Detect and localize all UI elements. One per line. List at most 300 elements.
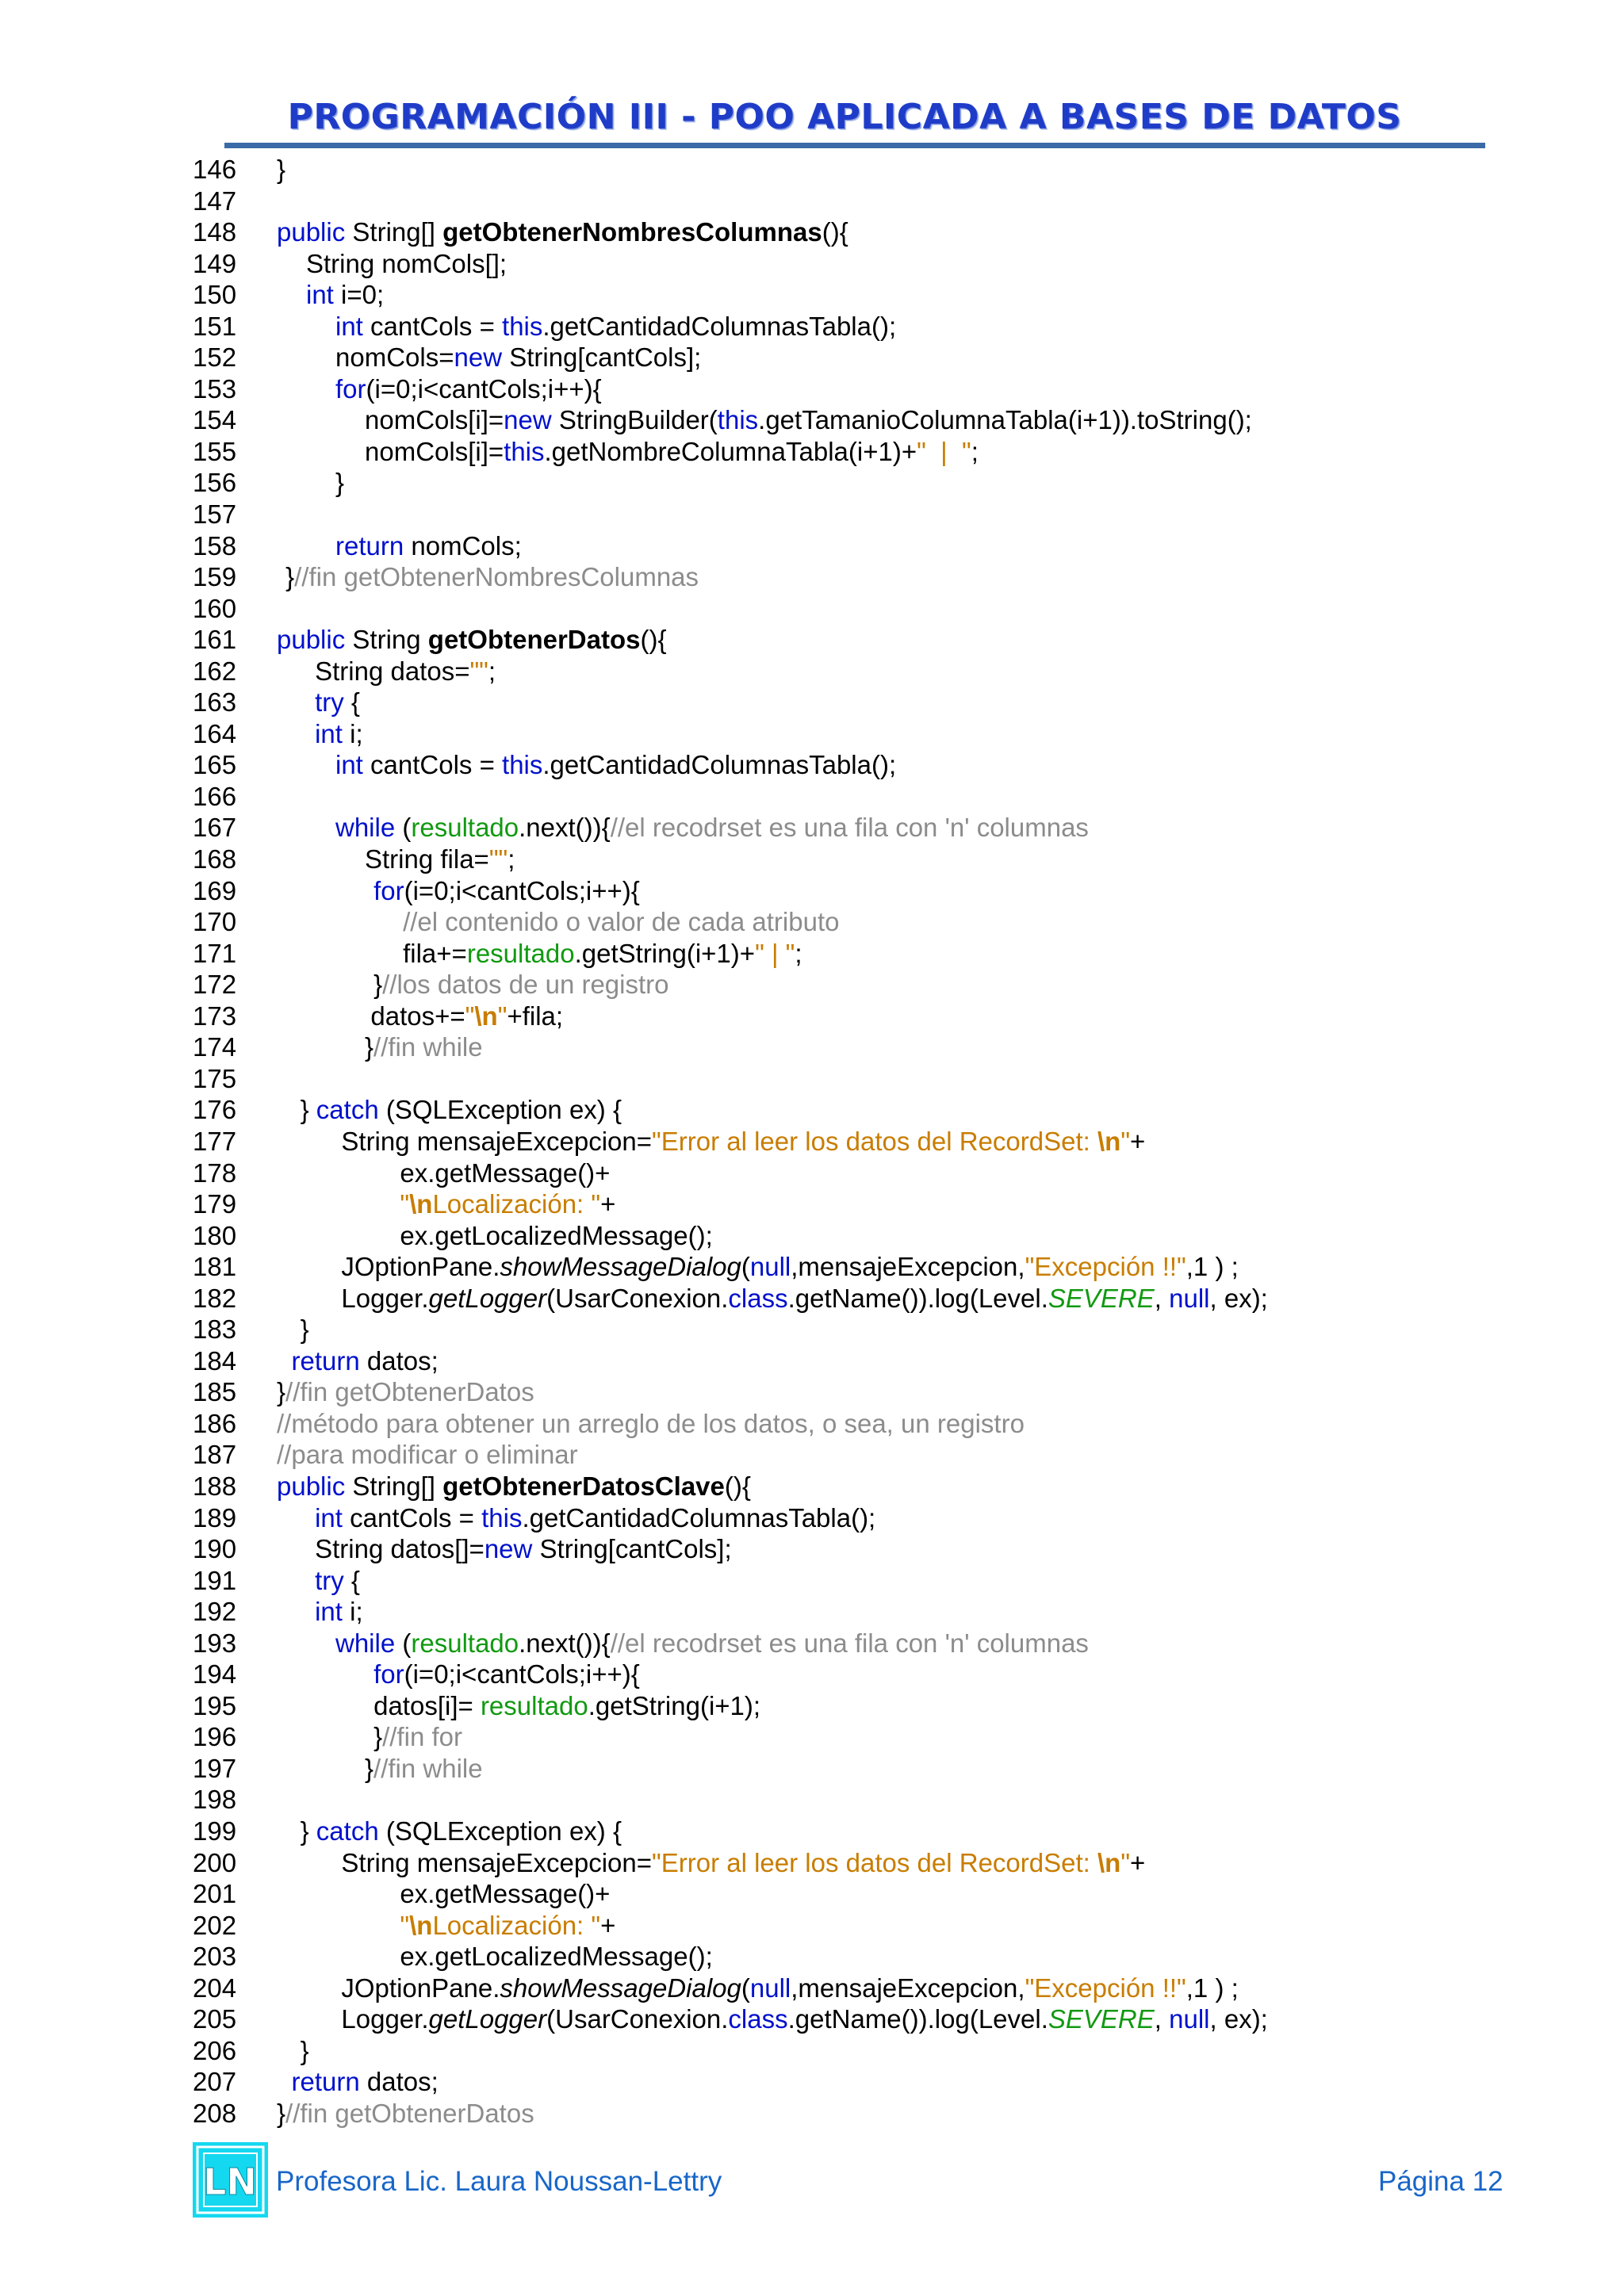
code-token: this [504, 436, 545, 466]
line-number: 194 [193, 1659, 237, 1689]
code-token: resultado [480, 1690, 588, 1720]
code-line [193, 1910, 1541, 1942]
code-token: "Error al leer los datos del RecordSet: [652, 1126, 1097, 1156]
code-token: } [373, 970, 383, 1000]
code-line [193, 844, 1541, 875]
line-number: 181 [193, 1252, 237, 1282]
code-listing [193, 154, 1541, 2129]
code-token: ; [795, 938, 802, 968]
code-text [365, 1753, 483, 1785]
line-number: 207 [193, 2067, 237, 2097]
code-token: .next()){ [519, 1628, 611, 1658]
code-line [193, 1188, 1541, 1220]
line-number: 182 [193, 1283, 237, 1313]
code-token: getLogger [428, 1283, 547, 1313]
code-token: StringBuilder( [551, 405, 718, 435]
code-token: getObtenerDatos [427, 625, 641, 655]
line-number: 167 [193, 813, 237, 843]
code-text [277, 216, 848, 248]
code-token: "" [488, 844, 508, 874]
code-token: "Excepción !!" [1025, 1973, 1186, 2003]
code-token: } [285, 562, 295, 592]
code-token: " | " [917, 436, 971, 466]
code-line [193, 1878, 1541, 1910]
code-line [193, 1659, 1541, 1690]
code-line [193, 2035, 1541, 2067]
code-text [341, 1973, 1238, 2004]
code-token: .getString(i+1)+ [574, 938, 756, 968]
code-line [193, 311, 1541, 342]
code-token: ; [971, 436, 979, 466]
code-line [193, 1721, 1541, 1753]
code-token: //fin getObtenerNombresColumnas [294, 562, 699, 592]
code-line [193, 1533, 1541, 1565]
code-token: (UsarConexion. [546, 1283, 729, 1313]
code-token: .getString(i+1); [588, 1690, 761, 1720]
code-token: ,mensajeExcepcion, [791, 1252, 1025, 1282]
code-text [335, 311, 896, 342]
code-text [277, 624, 667, 656]
line-number: 185 [193, 1377, 237, 1407]
code-text [285, 561, 699, 593]
code-token: while [335, 813, 396, 843]
code-token: } [277, 155, 286, 184]
code-token: "Error al leer los datos del RecordSet: [652, 1847, 1097, 1877]
code-text [315, 656, 496, 687]
code-text [335, 1628, 1089, 1659]
code-text [373, 1690, 760, 1722]
code-token: null [749, 1252, 791, 1282]
code-token: catch [316, 1816, 379, 1846]
code-line [193, 1565, 1541, 1597]
line-number: 195 [193, 1690, 237, 1720]
code-token: String datos= [315, 656, 470, 686]
line-number: 200 [193, 1847, 237, 1877]
code-line [193, 2098, 1541, 2130]
code-token: new [484, 1534, 533, 1564]
code-token: } [277, 2098, 286, 2128]
code-text [341, 1251, 1238, 1283]
code-token: int [315, 1502, 343, 1533]
code-text [400, 1878, 610, 1910]
code-token: " [465, 1001, 475, 1031]
code-line [193, 1408, 1541, 1440]
code-line [193, 687, 1541, 718]
code-token: return [335, 530, 404, 561]
code-token: nomCols[i]= [365, 405, 504, 435]
code-token: //para modificar o eliminar [277, 1440, 578, 1470]
code-token: "" [469, 656, 488, 686]
code-token: SEVERE [1048, 2004, 1155, 2034]
code-token: //el contenido o valor de cada atributo [403, 907, 840, 937]
code-token: } [300, 1314, 309, 1345]
code-line [193, 875, 1541, 907]
line-number: 186 [193, 1408, 237, 1438]
code-token: .getCantidadColumnasTabla(); [522, 1502, 876, 1533]
code-token: ex.getLocalizedMessage(); [400, 1220, 713, 1250]
code-text [315, 1596, 363, 1628]
code-token: (i=0;i<cantCols;i++){ [404, 1659, 640, 1689]
code-token: " [1120, 1126, 1131, 1156]
line-number: 147 [193, 186, 237, 216]
code-token: try [315, 687, 344, 718]
code-token: cantCols = [362, 750, 503, 780]
code-token: resultado [411, 1628, 519, 1658]
code-token: + [600, 1189, 616, 1219]
line-number: 197 [193, 1753, 237, 1783]
code-line [193, 1439, 1541, 1471]
code-line [193, 1376, 1541, 1408]
code-token: this [502, 311, 543, 341]
code-token: + [1130, 1847, 1146, 1877]
code-token: ,1 ) ; [1185, 1973, 1239, 2003]
code-token: catch [316, 1095, 379, 1125]
code-token: , [1154, 2004, 1170, 2034]
code-token: .getName()).log(Level. [787, 2004, 1048, 2034]
line-number: 161 [193, 625, 237, 655]
code-token: (UsarConexion. [546, 2004, 729, 2034]
code-token: for [335, 373, 366, 404]
code-text [400, 1158, 610, 1189]
code-token: ( [395, 813, 412, 843]
line-number: 149 [193, 248, 237, 278]
code-token: i; [342, 718, 363, 748]
code-token: , ex); [1209, 1283, 1268, 1313]
code-token: new [454, 342, 503, 373]
code-line [193, 1471, 1541, 1502]
line-number: 157 [193, 499, 237, 530]
code-token: showMessageDialog [500, 1973, 741, 2003]
code-token: + [600, 1910, 616, 1940]
code-token: .next()){ [519, 813, 611, 843]
author-logo-icon [193, 2142, 268, 2218]
code-token: ex.getLocalizedMessage(); [400, 1942, 713, 1972]
code-text [373, 1721, 462, 1753]
line-number: 164 [193, 718, 237, 748]
code-line [193, 1502, 1541, 1534]
code-line [193, 1001, 1541, 1032]
code-token: (i=0;i<cantCols;i++){ [366, 373, 602, 404]
line-number: 192 [193, 1597, 237, 1627]
code-text [400, 1910, 615, 1942]
line-number: 188 [193, 1471, 237, 1501]
code-line [193, 718, 1541, 750]
code-line [193, 1126, 1541, 1158]
page-title: PROGRAMACIÓN III - POO APLICADA A BASES DE DATOS [287, 97, 1402, 137]
code-token: getObtenerNombresColumnas [442, 217, 822, 247]
code-token: } [335, 468, 345, 498]
code-text [335, 467, 344, 499]
line-number: 171 [193, 938, 237, 968]
code-text [400, 1220, 712, 1252]
code-text [400, 1188, 615, 1220]
code-token: new [504, 405, 552, 435]
code-text [335, 749, 896, 781]
line-number: 187 [193, 1440, 237, 1470]
code-text [341, 1283, 1267, 1314]
code-line [193, 1220, 1541, 1252]
line-number: 162 [193, 656, 237, 686]
code-token: \n [1097, 1847, 1121, 1877]
line-number: 150 [193, 280, 237, 310]
code-token: //fin getObtenerDatos [285, 2098, 534, 2128]
code-token: ex.getMessage()+ [400, 1158, 611, 1188]
code-token: JOptionPane. [341, 1973, 500, 2003]
code-token: SEVERE [1048, 1283, 1155, 1313]
code-line [193, 1941, 1541, 1973]
code-token: JOptionPane. [341, 1252, 500, 1282]
code-token: try [315, 1565, 344, 1595]
code-text [365, 1031, 483, 1063]
line-number: 156 [193, 468, 237, 498]
code-token: datos; [359, 1345, 439, 1376]
code-token: (i=0;i<cantCols;i++){ [404, 875, 640, 905]
code-text [400, 1941, 712, 1973]
code-text [315, 1533, 732, 1565]
code-text [403, 938, 802, 970]
code-line [193, 216, 1541, 248]
code-text [306, 248, 507, 280]
code-token: String[cantCols]; [532, 1534, 732, 1564]
code-token: { [343, 687, 360, 718]
code-token: } [365, 1753, 374, 1783]
code-token: String mensajeExcepcion= [341, 1847, 653, 1877]
code-token: (SQLException ex) { [378, 1095, 622, 1125]
code-token: resultado [411, 813, 519, 843]
code-line [193, 969, 1541, 1001]
code-text [277, 1408, 1025, 1440]
code-token: i=0; [333, 280, 385, 310]
line-number: 178 [193, 1158, 237, 1188]
line-number: 199 [193, 1816, 237, 1846]
code-token: int [335, 311, 363, 341]
code-token: ( [395, 1628, 412, 1658]
code-token: null [749, 1973, 791, 2003]
code-token: //el recodrset es una fila con 'n' columnas [610, 813, 1089, 843]
line-number: 155 [193, 436, 237, 466]
code-text [370, 1001, 563, 1032]
code-token: \n [409, 1189, 433, 1219]
code-text [335, 342, 701, 373]
code-token: } [277, 1377, 286, 1407]
line-number: 184 [193, 1345, 237, 1376]
code-line [193, 2066, 1541, 2098]
code-token: ,1 ) ; [1185, 1252, 1239, 1282]
code-token: for [373, 1659, 404, 1689]
line-number: 179 [193, 1189, 237, 1219]
line-number: 168 [193, 844, 237, 874]
code-token: \n [409, 1910, 433, 1940]
code-token: return [291, 1345, 360, 1376]
line-number: 205 [193, 2004, 237, 2034]
code-line [193, 2003, 1541, 2035]
code-token: +fila; [507, 1001, 564, 1031]
code-token: (SQLException ex) { [378, 1816, 622, 1846]
code-line [193, 530, 1541, 562]
code-text [373, 875, 640, 907]
line-number: 166 [193, 781, 237, 811]
code-line [193, 906, 1541, 938]
code-token: } [365, 1032, 374, 1062]
code-text [373, 1659, 640, 1690]
code-token: ; [508, 844, 515, 874]
code-token: int [335, 750, 363, 780]
code-line [193, 1847, 1541, 1879]
svg-text:LN: LN [203, 2160, 257, 2203]
line-number: 173 [193, 1001, 237, 1031]
code-text [277, 154, 285, 186]
line-number: 151 [193, 311, 237, 341]
code-line [193, 781, 1541, 813]
line-number: 154 [193, 405, 237, 435]
line-number: 183 [193, 1314, 237, 1345]
code-token: String [345, 625, 428, 655]
code-token: Localización: " [432, 1189, 601, 1219]
code-token: return [291, 2067, 360, 2097]
line-number: 208 [193, 2098, 237, 2128]
code-line [193, 1063, 1541, 1095]
line-number: 206 [193, 2035, 237, 2065]
line-number: 153 [193, 373, 237, 404]
line-number: 169 [193, 875, 237, 905]
code-text [315, 718, 363, 750]
code-line [193, 1973, 1541, 2004]
code-token: nomCols; [404, 530, 522, 561]
line-number: 191 [193, 1565, 237, 1595]
line-number: 165 [193, 750, 237, 780]
code-line [193, 1753, 1541, 1785]
code-token: for [373, 875, 404, 905]
code-line [193, 342, 1541, 373]
code-token: //los datos de un registro [382, 970, 669, 1000]
code-token: .getCantidadColumnasTabla(); [542, 311, 897, 341]
code-line [193, 812, 1541, 844]
line-number: 203 [193, 1942, 237, 1972]
code-token: class [728, 1283, 788, 1313]
line-number: 177 [193, 1126, 237, 1156]
line-number: 146 [193, 155, 237, 184]
code-token: { [343, 1565, 360, 1595]
code-text [315, 1565, 360, 1597]
code-token: } [373, 1722, 383, 1752]
code-text [301, 1314, 309, 1345]
code-token: ex.getMessage()+ [400, 1879, 611, 1909]
code-line [193, 436, 1541, 468]
code-token: (){ [724, 1471, 751, 1501]
code-text [403, 906, 839, 938]
code-text [277, 2098, 534, 2130]
line-number: 152 [193, 342, 237, 373]
code-token: nomCols= [335, 342, 454, 373]
code-token: //el recodrset es una fila con 'n' columnas [610, 1628, 1089, 1658]
code-line [193, 593, 1541, 625]
code-text [365, 404, 1252, 436]
code-text [277, 1439, 578, 1471]
code-token: //fin while [373, 1032, 483, 1062]
code-line [193, 1158, 1541, 1189]
line-number: 159 [193, 562, 237, 592]
code-token: " [400, 1910, 410, 1940]
code-token: this [502, 750, 543, 780]
code-token: Logger. [341, 2004, 429, 2034]
line-number: 160 [193, 593, 237, 623]
code-text [373, 969, 668, 1001]
code-token: public [277, 1471, 346, 1501]
code-token: cantCols = [342, 1502, 482, 1533]
line-number: 148 [193, 217, 237, 247]
code-token: null [1169, 1283, 1210, 1313]
code-token: int [315, 718, 343, 748]
code-line [193, 1690, 1541, 1722]
code-line [193, 186, 1541, 217]
code-line [193, 624, 1541, 656]
code-token: datos[i]= [373, 1690, 481, 1720]
line-number: 201 [193, 1879, 237, 1909]
code-text [315, 1502, 875, 1534]
code-text [277, 1376, 534, 1408]
code-line [193, 1031, 1541, 1063]
line-number: 198 [193, 1785, 237, 1815]
code-token: public [277, 625, 346, 655]
code-text [315, 687, 360, 718]
code-text [335, 530, 522, 562]
code-text [365, 844, 515, 875]
code-line [193, 656, 1541, 687]
code-text [341, 2003, 1267, 2035]
code-text [301, 2035, 309, 2067]
line-number: 196 [193, 1722, 237, 1752]
code-line [193, 404, 1541, 436]
code-line [193, 1784, 1541, 1816]
code-token: ; [488, 656, 496, 686]
code-token: Localización: " [432, 1910, 601, 1940]
code-token: } [300, 1816, 316, 1846]
line-number: 163 [193, 687, 237, 718]
code-line [193, 1283, 1541, 1314]
line-number: 170 [193, 907, 237, 937]
code-line [193, 373, 1541, 405]
code-text [335, 373, 602, 405]
code-text [341, 1126, 1145, 1158]
code-token: int [306, 280, 334, 310]
code-text [292, 1345, 439, 1377]
code-line [193, 279, 1541, 311]
code-token: " | " [755, 938, 795, 968]
line-number: 204 [193, 1973, 237, 2003]
code-token: datos+= [370, 1001, 465, 1031]
page-number: Página 12 [1378, 2166, 1503, 2197]
code-token: int [315, 1597, 343, 1627]
line-number: 202 [193, 1910, 237, 1940]
code-token: i; [342, 1597, 363, 1627]
header-rule [224, 143, 1485, 148]
code-text [292, 2066, 439, 2098]
code-token: //fin getObtenerDatos [285, 1377, 534, 1407]
code-text [301, 1816, 622, 1847]
code-token: getLogger [428, 2004, 547, 2034]
code-token: .getName()).log(Level. [787, 1283, 1048, 1313]
code-line [193, 1596, 1541, 1628]
code-text [341, 1847, 1145, 1879]
code-text [335, 812, 1089, 844]
code-token: (){ [640, 625, 667, 655]
line-number: 189 [193, 1502, 237, 1533]
line-number: 180 [193, 1220, 237, 1250]
code-token: ( [741, 1973, 750, 2003]
code-token: String datos[]= [315, 1534, 485, 1564]
code-line [193, 561, 1541, 593]
code-line [193, 1251, 1541, 1283]
